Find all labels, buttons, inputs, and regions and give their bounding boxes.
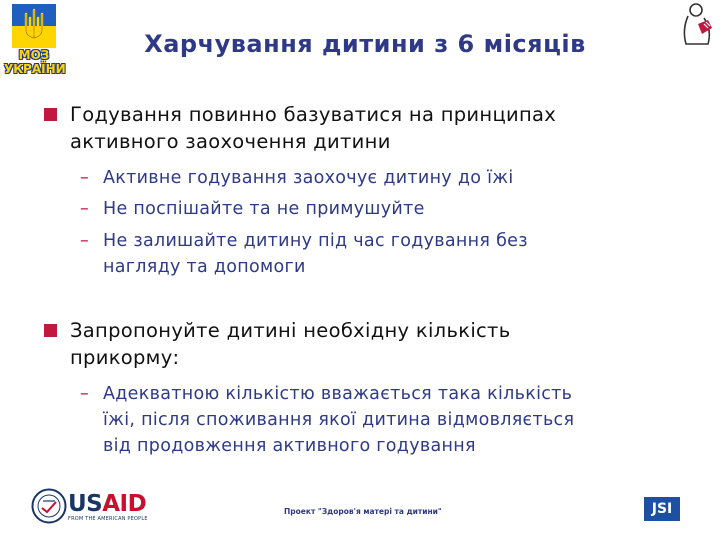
- bullet-text-line: прикорму:: [70, 346, 180, 369]
- sub-item-1-1: [80, 166, 690, 191]
- bullet-item-1: [44, 101, 684, 157]
- sub-item-2-1: [80, 382, 690, 460]
- usaid-us-text: US: [68, 491, 103, 517]
- sub-text-line: Активне годування заохочує дитину до їжі: [103, 168, 514, 188]
- usaid-aid-text: AID: [102, 491, 147, 517]
- jsi-logo-text: JSI: [651, 501, 673, 517]
- sub-text-line: Не поспішайте та не примушуйте: [103, 199, 425, 219]
- bullet-item-2: [44, 317, 684, 373]
- usaid-logo: [68, 491, 146, 517]
- usaid-tagline: FROM THE AMERICAN PEOPLE: [68, 516, 148, 522]
- sub-text-line: їжі, після споживання якої дитина відмовляється: [103, 410, 575, 430]
- trident-icon: [22, 8, 46, 44]
- sub-item-1-2: [80, 197, 690, 222]
- sub-item-1-3: [80, 229, 690, 281]
- dash-bullet-icon: –: [80, 199, 89, 219]
- bullet-text-line: Запропонуйте дитині необхідну кількість: [70, 319, 511, 342]
- jsi-logo: [644, 497, 680, 521]
- mother-child-icon: [678, 2, 718, 50]
- moz-ukraine-logo: [4, 4, 64, 88]
- sub-text-line: Не залишайте дитину під час годування без: [103, 231, 528, 251]
- sub-text-line: Адекватною кількістю вважається така кількість: [103, 384, 573, 404]
- bullet-text-line: активного заохочення дитини: [70, 130, 391, 153]
- moz-logo-line2: УКРАЇНИ: [4, 62, 66, 76]
- moz-logo-line1: МОЗ: [18, 48, 50, 62]
- bullet-square-icon: [44, 324, 57, 337]
- dash-bullet-icon: –: [80, 384, 89, 404]
- ukraine-flag-icon: [12, 4, 56, 48]
- slide-title: Харчування дитини з 6 місяців: [144, 30, 586, 58]
- project-caption: Проект "Здоров'я матері та дитини": [284, 507, 442, 516]
- sub-text-line: нагляду та допомоги: [103, 257, 306, 277]
- usaid-seal-icon: [31, 488, 67, 524]
- bullet-text-line: Годування повинно базуватися на принципах: [70, 103, 557, 126]
- bullet-square-icon: [44, 108, 57, 121]
- dash-bullet-icon: –: [80, 168, 89, 188]
- dash-bullet-icon: –: [80, 231, 89, 251]
- sub-text-line: від продовження активного годування: [103, 436, 476, 456]
